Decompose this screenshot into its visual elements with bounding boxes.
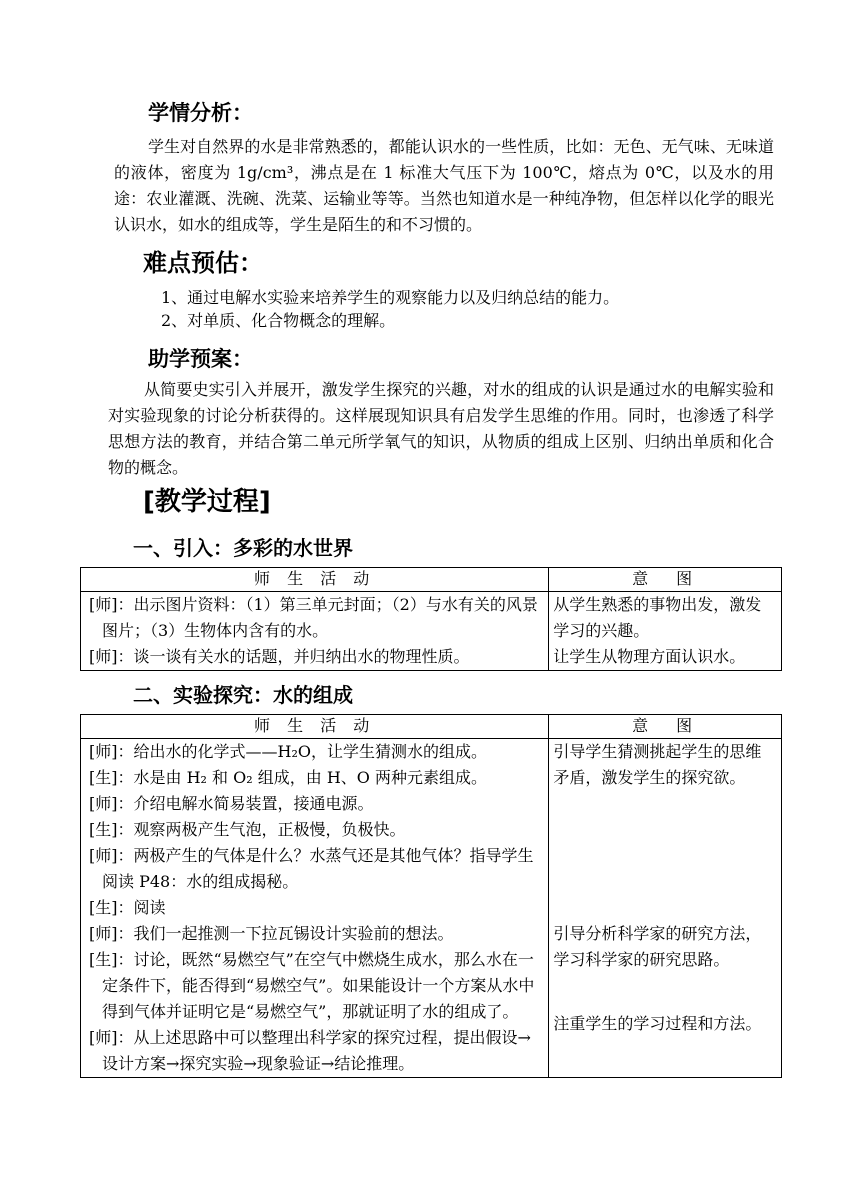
- activity-cell: [师]：从上述思路中可以整理出科学家的探究过程，提出假设→设计方案→探究实验→现象验证→结论推理。: [89, 1028, 531, 1073]
- intent-cell: 引导学生猜测挑起学生的思维矛盾，激发学生的探究欲。: [553, 742, 762, 787]
- difficulty-heading: 难点预估：: [143, 249, 263, 277]
- activity-cell: [师]：给出水的化学式——H₂O，让学生猜测水的组成。: [89, 742, 487, 761]
- column-header-activity: 师 生 活 动: [81, 715, 549, 739]
- activity-cell: [生]：水是由 H₂ 和 O₂ 组成，由 H、O 两种元素组成。: [89, 768, 487, 787]
- table-row: [81, 739, 782, 1078]
- activity-cell: [生]：阅读: [89, 898, 166, 917]
- column-header-activity: 师 生 活 动: [81, 568, 549, 592]
- activity-cell: [生]：观察两极产生气泡，正极慢，负极快。: [89, 820, 406, 839]
- table-header-row: [81, 715, 782, 739]
- activity-cell: [师]：谈一谈有关水的话题，并归纳出水的物理性质。: [89, 647, 470, 666]
- activity-cell: [师]：两极产生的气体是什么？水蒸气还是其他气体？指导学生阅读 P48：水的组成揭秘。: [89, 846, 534, 891]
- intent-cell: 从学生熟悉的事物出发，激发学习的兴趣。: [553, 595, 762, 640]
- intent-cell: 让学生从物理方面认识水。: [553, 647, 746, 666]
- column-header-intent: 意 图: [549, 715, 782, 739]
- activity-cell: [师]：出示图片资料：（1）第三单元封面；（2）与水有关的风景图片；（3）生物体内含有的水。: [89, 595, 538, 640]
- section1-heading: 一、引入：多彩的水世界: [133, 536, 353, 560]
- plan-heading: 助学预案：: [148, 347, 253, 371]
- activity-cell: [师]：我们一起推测一下拉瓦锡设计实验前的想法。: [89, 924, 454, 943]
- section2-heading: 二、实验探究：水的组成: [133, 683, 353, 707]
- difficulty-item-2: 2、对单质、化合物概念的理解。: [161, 311, 396, 330]
- analysis-heading: 学情分析：: [148, 101, 253, 125]
- difficulty-item-1: 1、通过电解水实验来培养学生的观察能力以及归纳总结的能力。: [161, 288, 620, 307]
- activity-cell: [师]：介绍电解水简易装置，接通电源。: [89, 794, 374, 813]
- intent-cell: 引导分析科学家的研究方法，学习科学家的研究思路。: [553, 924, 762, 969]
- intent-cell: 注重学生的学习过程和方法。: [553, 1014, 762, 1033]
- section1-table: [80, 567, 782, 671]
- section2-table: [80, 714, 782, 1078]
- table-header-row: [81, 568, 782, 592]
- table-row: [81, 592, 782, 671]
- column-header-intent: 意 图: [549, 568, 782, 592]
- plan-paragraph: 从简要史实引入并展开，激发学生探究的兴趣，对水的组成的认识是通过水的电解实验和对实验现象的讨论分析获得的。这样展现知识具有启发学生思维的作用。同时，也渗透了科学思想方法的教育，并结合第二单元所学氧气的知识，从物质的组成上区别、归纳出单质和化合物的概念。: [108, 380, 774, 477]
- activity-cell: [生]：讨论，既然“易燃空气”在空气中燃烧生成水，那么水在一定条件下，能否得到“易燃空气”。如果能设计一个方案从水中得到气体并证明它是“易燃空气”，那就证明了水的组成了。: [89, 950, 535, 1021]
- analysis-paragraph: 学生对自然界的水是非常熟悉的，都能认识水的一些性质，比如：无色、无气味、无味道的液体，密度为 1g/cm³，沸点是在 1 标准大气压下为 100℃，熔点为 0℃，以及水的用途：农业灌溉、洗碗、洗菜、运输业等等。当然也知道水是一种纯净物，但怎样以化学的眼光认识水，如水的组成等，学生是陌生的和不习惯的。: [114, 137, 774, 234]
- process-heading: [教学过程]: [143, 487, 271, 517]
